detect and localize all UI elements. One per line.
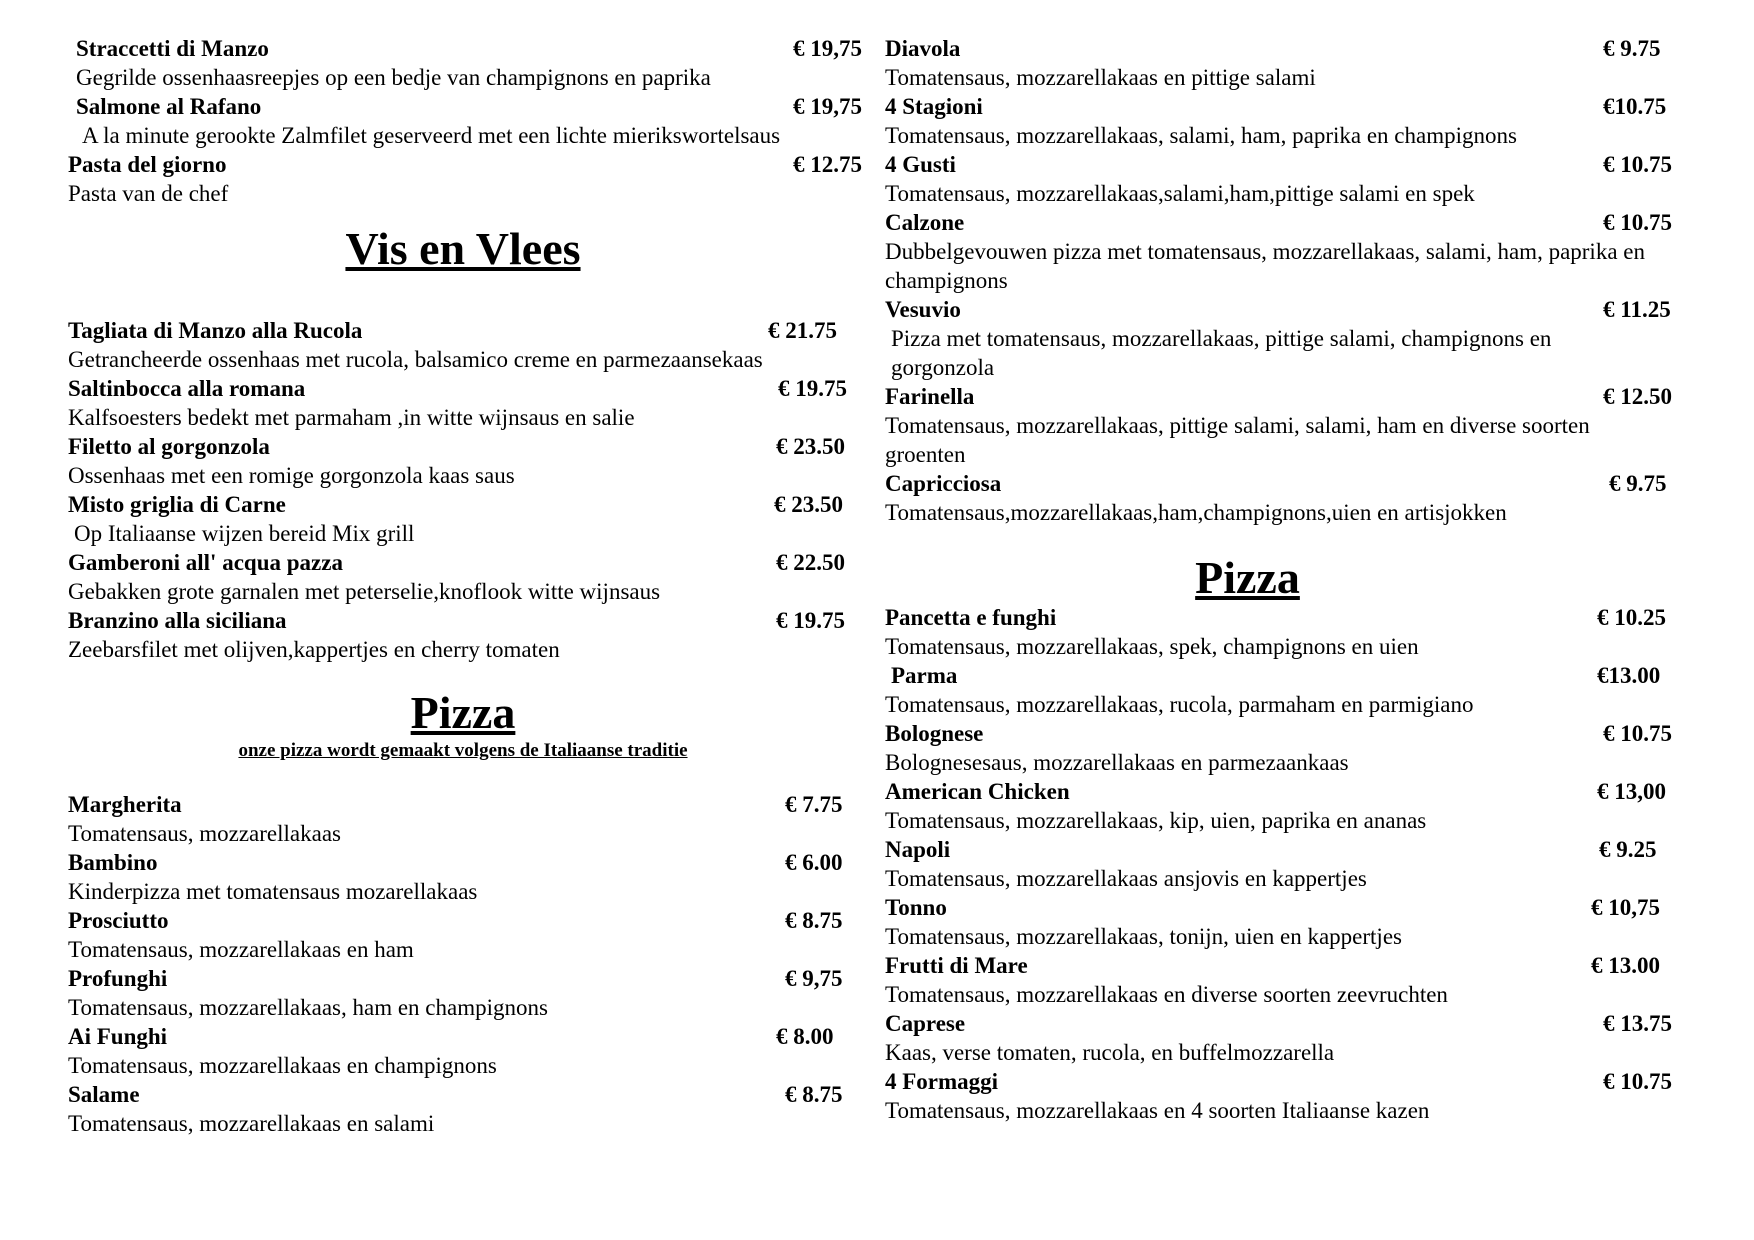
menu-item-description: Kaas, verse tomaten, rucola, en buffelmozzarella [885,1040,1335,1065]
menu-item [885,951,1695,1009]
section-pizza-left [68,790,858,1138]
menu-item [68,848,858,906]
menu-item-name: Straccetti di Manzo [76,36,269,61]
menu-item [68,548,858,606]
menu-item-price: € 9.75 [1609,471,1667,496]
menu-item-name: Napoli [885,837,951,862]
menu-item-name: Capricciosa [885,471,1002,496]
menu-item-price: € 10.25 [1597,605,1666,630]
menu-item [885,893,1695,951]
menu-item-name: Gamberoni all' acqua pazza [68,550,343,575]
menu-item-price: €13.00 [1597,663,1661,688]
menu-item-price: € 9.25 [1599,837,1657,862]
menu-item-price: € 13.00 [1591,953,1660,978]
menu-item-description: Gegrilde ossenhaasreepjes op een bedje van champignons en paprika [76,65,711,90]
section-pizza-continued [885,34,1695,527]
menu-item [68,490,858,548]
menu-item-price: € 23.50 [776,434,845,459]
menu-item-price: € 10.75 [1603,1069,1672,1094]
menu-item [885,34,1695,92]
menu-item-description: Tomatensaus, mozzarellakaas, tonijn, uien en kappertjes [885,924,1402,949]
menu-item-description: Tomatensaus, mozzarellakaas en 4 soorten Italiaanse kazen [885,1098,1430,1123]
menu-item-name: 4 Formaggi [885,1069,999,1094]
menu-item [885,835,1695,893]
menu-item-name: Ai Funghi [68,1024,168,1049]
menu-item-name: Tonno [885,895,947,920]
menu-item-description: Tomatensaus, mozzarellakaas [68,821,341,846]
menu-item-name: Pasta del giorno [68,152,227,177]
menu-item-description: Kalfsoesters bedekt met parmaham ,in witte wijnsaus en salie [68,405,635,430]
menu-item [76,92,862,150]
menu-item-name: Frutti di Mare [885,953,1028,978]
menu-item [885,295,1695,382]
menu-item [68,1080,858,1138]
menu-item-name: Prosciutto [68,908,169,933]
section-subheading-pizza: onze pizza wordt gemaakt volgens de Italiaanse traditie [238,740,688,761]
menu-item-description: Tomatensaus, mozzarellakaas en pittige salami [885,65,1316,90]
menu-item [76,34,862,92]
menu-item-description: Getrancheerde ossenhaas met rucola, balsamico creme en parmezaansekaas [68,347,763,372]
menu-item [68,316,858,374]
menu-item [68,1022,858,1080]
menu-item [885,92,1695,150]
menu-item-name: Margherita [68,792,182,817]
menu-item-description: Tomatensaus, mozzarellakaas en ham [68,937,414,962]
menu-item [885,150,1695,208]
menu-item-price: € 8.75 [785,1082,843,1107]
menu-item [885,382,1695,469]
menu-item-name: 4 Stagioni [885,94,983,119]
menu-item [885,777,1695,835]
menu-item [68,790,858,848]
menu-item-name: Parma [891,663,958,688]
menu-item-price: € 19.75 [778,376,847,401]
menu-item-name: Caprese [885,1011,966,1036]
menu-item [885,661,1695,719]
menu-item-price: € 12.50 [1603,384,1672,409]
menu-item-name: Filetto al gorgonzola [68,434,270,459]
menu-item-price: €10.75 [1603,94,1667,119]
menu-item-description: Tomatensaus, mozzarellakaas, ham en champignons [68,995,548,1020]
menu-column-right [885,34,1695,1125]
menu-item-description: Tomatensaus,mozzarellakaas,ham,champignons,uien en artisjokken [885,500,1507,525]
menu-item-name: Diavola [885,36,961,61]
menu-item-name: Saltinbocca alla romana [68,376,306,401]
section-pizza-right [885,603,1695,1125]
menu-item-name: 4 Gusti [885,152,956,177]
menu-item-name: Farinella [885,384,975,409]
menu-item-price: € 7.75 [785,792,843,817]
menu-item-description: Tomatensaus, mozzarellakaas ansjovis en kappertjes [885,866,1367,891]
menu-item-description: Tomatensaus, mozzarellakaas en diverse soorten zeevruchten [885,982,1448,1007]
menu-item [885,1067,1695,1125]
menu-item [68,432,858,490]
menu-item-description: Tomatensaus, mozzarellakaas en salami [68,1111,435,1136]
menu-item-price: € 10,75 [1591,895,1660,920]
menu-item [885,469,1695,527]
menu-item-price: € 12.75 [793,152,862,177]
menu-item-name: Vesuvio [885,297,961,322]
menu-item-price: € 21.75 [768,318,837,343]
menu-item-price: € 10.75 [1603,210,1672,235]
section-heading-vis-en-vlees: Vis en Vlees [345,223,581,274]
menu-item [68,374,858,432]
section-heading-pizza: Pizza [1195,552,1300,603]
menu-item-description: A la minute gerookte Zalmfilet geserveerd met een lichte mierikswortelsaus [82,123,781,148]
menu-item-description: Gebakken grote garnalen met peterselie,knoflook witte wijnsaus [68,579,661,604]
menu-item [68,906,858,964]
menu-item-description: Tomatensaus, mozzarellakaas, spek, champignons en uien [885,634,1419,659]
menu-item-description: Tomatensaus, mozzarellakaas, kip, uien, paprika en ananas [885,808,1427,833]
menu-item-description: Tomatensaus, mozzarellakaas, pittige salami, salami, ham en diverse soorten groenten [885,413,1590,467]
menu-item-name: Tagliata di Manzo alla Rucola [68,318,363,343]
menu-item-name: Bolognese [885,721,984,746]
menu-item-description: Dubbelgevouwen pizza met tomatensaus, mozzarellakaas, salami, ham, paprika en champignons [885,239,1645,293]
menu-item-description: Op Italiaanse wijzen bereid Mix grill [74,521,415,546]
menu-item-price: € 13,00 [1597,779,1666,804]
menu-item-price: € 22.50 [776,550,845,575]
menu-item-description: Tomatensaus, mozzarellakaas,salami,ham,pittige salami en spek [885,181,1475,206]
menu-item-price: € 6.00 [785,850,843,875]
menu-item-description: Kinderpizza met tomatensaus mozarellakaas [68,879,478,904]
menu-item-price: € 9,75 [785,966,843,991]
menu-item-price: € 19,75 [793,36,862,61]
menu-item [68,606,858,664]
menu-item [68,964,858,1022]
menu-item-name: Bambino [68,850,158,875]
menu-item-price: € 10.75 [1603,721,1672,746]
section-heading-pizza: Pizza [410,687,516,738]
menu-item [885,1009,1695,1067]
menu-item-description: Bolognesesaus, mozzarellakaas en parmezaankaas [885,750,1349,775]
menu-item-price: € 10.75 [1603,152,1672,177]
menu-item-name: Misto griglia di Carne [68,492,286,517]
menu-item-description: Pasta van de chef [68,181,229,206]
menu-item-name: Branzino alla siciliana [68,608,287,633]
menu-item-description: Tomatensaus, mozzarellakaas en champignons [68,1053,497,1078]
menu-item-name: Salame [68,1082,140,1107]
menu-item [885,603,1695,661]
menu-item-name: American Chicken [885,779,1070,804]
menu-item-name: Calzone [885,210,965,235]
menu-item-price: € 8.75 [785,908,843,933]
menu-item-price: € 13.75 [1603,1011,1672,1036]
menu-item-price: € 19,75 [793,94,862,119]
menu-item [68,150,862,208]
menu-item-description: Ossenhaas met een romige gorgonzola kaas saus [68,463,515,488]
menu-column-left [68,34,862,1138]
menu-item-price: € 8.00 [776,1024,834,1049]
menu-item-description: Zeebarsfilet met olijven,kappertjes en cherry tomaten [68,637,560,662]
menu-item-name: Profunghi [68,966,168,991]
menu-item-name: Salmone al Rafano [76,94,262,119]
menu-item-description: Pizza met tomatensaus, mozzarellakaas, pittige salami, champignons en gorgonzola [891,326,1552,380]
menu-item-price: € 19.75 [776,608,845,633]
menu-item-description: Tomatensaus, mozzarellakaas, salami, ham, paprika en champignons [885,123,1517,148]
menu-item-name: Pancetta e funghi [885,605,1057,630]
menu-item-price: € 11.25 [1603,297,1671,322]
menu-item-description: Tomatensaus, mozzarellakaas, rucola, parmaham en parmigiano [885,692,1474,717]
menu-item-price: € 23.50 [774,492,843,517]
menu-item-price: € 9.75 [1603,36,1661,61]
section-vis-en-vlees [68,316,858,664]
menu-item [885,719,1695,777]
menu-item [885,208,1695,295]
section-specials [68,34,862,208]
